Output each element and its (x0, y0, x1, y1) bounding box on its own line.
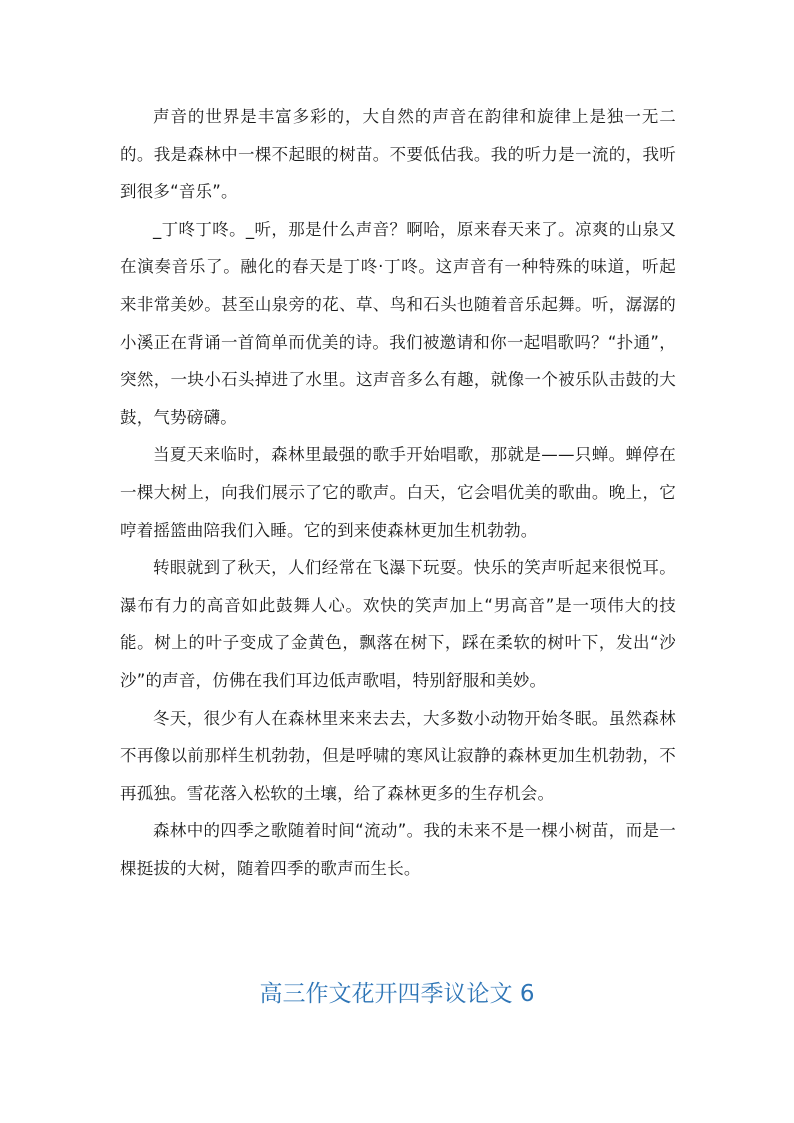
essay-body (120, 98, 676, 887)
paragraph-winter: 冬天，很少有人在森林里来来去去，大多数小动物开始冬眠。虽然森林不再像以前那样生机勃勃，但是呼啸的寒风让寂静的森林更加生机勃勃，不再孤独。雪花落入松软的土壤，给了森林更多的生存机会。 (120, 708, 676, 803)
paragraph-summer: 当夏天来临时，森林里最强的歌手开始唱歌，那就是——只蝉。蝉停在一棵大树上，向我们展示了它的歌声。白天，它会唱优美的歌曲。晚上，它哼着摇篮曲陪我们入睡。它的到来使森林更加生机勃勃。 (120, 445, 676, 540)
paragraph-intro: 声音的世界是丰富多彩的，大自然的声音在韵律和旋律上是独一无二的。我是森林中一棵不起眼的树苗。不要低估我。我的听力是一流的，我听到很多“音乐”。 (120, 107, 676, 202)
paragraph-autumn: 转眼就到了秋天，人们经常在飞瀑下玩耍。快乐的笑声听起来很悦耳。瀑布有力的高音如此鼓舞人心。欢快的笑声加上“男高音”是一项伟大的技能。树上的叶子变成了金黄色，飘落在树下，踩在柔软的树叶下，发出“沙沙”的声音，仿佛在我们耳边低声歌唱，特别舒服和美妙。 (120, 558, 676, 690)
paragraph-spring: _丁咚丁咚。_听，那是什么声音？啊哈，原来春天来了。凉爽的山泉又在演奏音乐了。融化的春天是丁咚·丁咚。这声音有一种特殊的味道，听起来非常美妙。甚至山泉旁的花、草、鸟和石头也随着音乐起舞。听，潺潺的小溪正在背诵一首简单而优美的诗。我们被邀请和你一起唱歌吗？“扑通”，突然，一块小石头掉进了水里。这声音多么有趣，就像一个被乐队击鼓的大鼓，气势磅礴。 (120, 219, 676, 427)
section-heading: 高三作文花开四季议论文 6 (259, 981, 535, 1007)
paragraph-conclusion: 森林中的四季之歌随着时间“流动”。我的未来不是一棵小树苗，而是一棵挺拔的大树，随着四季的歌声而生长。 (120, 821, 676, 878)
